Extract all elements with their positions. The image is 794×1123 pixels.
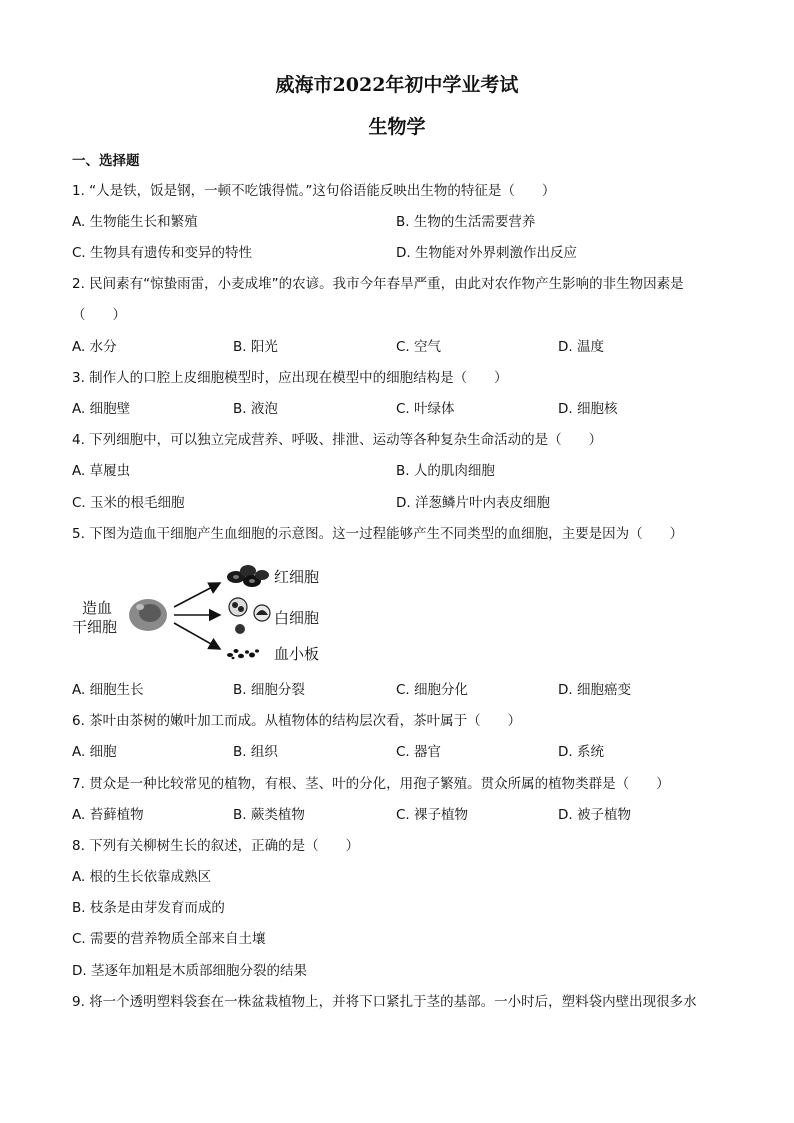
question-5-option-d: D. 细胞癌变 [558,682,631,698]
stem-cell-icon [129,599,167,631]
question-1-stem: 1. “人是铁，饭是钢，一顿不吃饿得慌。”这句俗语能反映出生物的特征是（ ） [72,183,556,199]
question-8-option-d: D. 茎逐年加粗是木质部细胞分裂的结果 [72,963,307,979]
stem-cell-label-line1: 造血 [82,599,113,617]
question-1-option-b: B. 生物的生活需要营养 [396,214,536,230]
exam-subject: 生物学 [368,116,426,138]
question-6-option-b: B. 组织 [233,744,278,760]
question-7-option-b: B. 蕨类植物 [233,807,305,823]
question-5-option-b: B. 细胞分裂 [233,682,305,698]
white-blood-cell-icon [229,598,270,634]
question-8-option-c: C. 需要的营养物质全部来自土壤 [72,931,266,947]
arrow-to-red-cell [174,583,220,607]
question-5-stem: 5. 下图为造血干细胞产生血细胞的示意图。这一过程能够产生不同类型的血细胞，主要是因为（ ） [72,526,684,542]
question-2-option-d: D. 温度 [558,339,604,355]
question-2-option-b: B. 阳光 [233,339,278,355]
question-8-stem: 8. 下列有关柳树生长的叙述，正确的是（ ） [72,838,360,854]
question-1-option-a: A. 生物能生长和繁殖 [72,214,198,230]
blood-cell-diagram [70,555,350,670]
question-7-option-c: C. 裸子植物 [396,807,469,823]
question-5-option-a: A. 细胞生长 [72,682,144,698]
question-4-option-b: B. 人的肌肉细胞 [396,463,495,479]
platelet-label: 血小板 [274,645,320,663]
question-7-stem: 7. 贯众是一种比较常见的植物，有根、茎、叶的分化，用孢子繁殖。贯众所属的植物类群是（ ） [72,776,670,792]
question-1-option-c: C. 生物具有遗传和变异的特性 [72,245,253,261]
question-2-stem: 2. 民间素有“惊蛰雨雷，小麦成堆”的农谚。我市今年春旱严重，由此对农作物产生影响的非生物因素是 [72,276,684,292]
question-3-option-b: B. 液泡 [233,401,278,417]
question-3-option-c: C. 叶绿体 [396,401,455,417]
question-6-option-a: A. 细胞 [72,744,117,760]
question-8-option-b: B. 枝条是由芽发育而成的 [72,900,225,916]
question-2-option-a: A. 水分 [72,339,117,355]
platelet-icon [227,649,259,659]
question-7-option-a: A. 苔藓植物 [72,807,144,823]
question-9-stem: 9. 将一个透明塑料袋套在一株盆栽植物上，并将下口紧扎于茎的基部。一小时后，塑料袋内壁出现很多水 [72,994,697,1010]
question-3-option-a: A. 细胞壁 [72,401,131,417]
red-cell-label: 红细胞 [274,568,320,586]
exam-title: 威海市2022年初中学业考试 [275,74,519,96]
question-6-option-c: C. 器官 [396,744,442,760]
question-6-option-d: D. 系统 [558,744,604,760]
question-4-option-c: C. 玉米的根毛细胞 [72,495,185,511]
question-4-option-a: A. 草履虫 [72,463,131,479]
stem-cell-label-line2: 干细胞 [72,618,118,636]
arrow-to-platelet [174,623,220,649]
question-5-option-c: C. 细胞分化 [396,682,469,698]
question-3-stem: 3. 制作人的口腔上皮细胞模型时，应出现在模型中的细胞结构是（ ） [72,370,508,386]
question-4-option-d: D. 洋葱鳞片叶内表皮细胞 [396,495,550,511]
question-8-option-a: A. 根的生长依靠成熟区 [72,869,212,885]
question-7-option-d: D. 被子植物 [558,807,631,823]
question-2-stem-continued: （ ） [72,307,126,323]
question-4-stem: 4. 下列细胞中，可以独立完成营养、呼吸、排泄、运动等各种复杂生命活动的是（ ） [72,432,603,448]
question-6-stem: 6. 茶叶由茶树的嫩叶加工而成。从植物体的结构层次看，茶叶属于（ ） [72,713,522,729]
section-heading: 一、选择题 [72,153,140,169]
white-cell-label: 白细胞 [274,609,320,627]
question-2-option-c: C. 空气 [396,339,442,355]
question-3-option-d: D. 细胞核 [558,401,618,417]
question-1-option-d: D. 生物能对外界刺激作出反应 [396,245,577,261]
red-blood-cell-icon [227,565,269,587]
